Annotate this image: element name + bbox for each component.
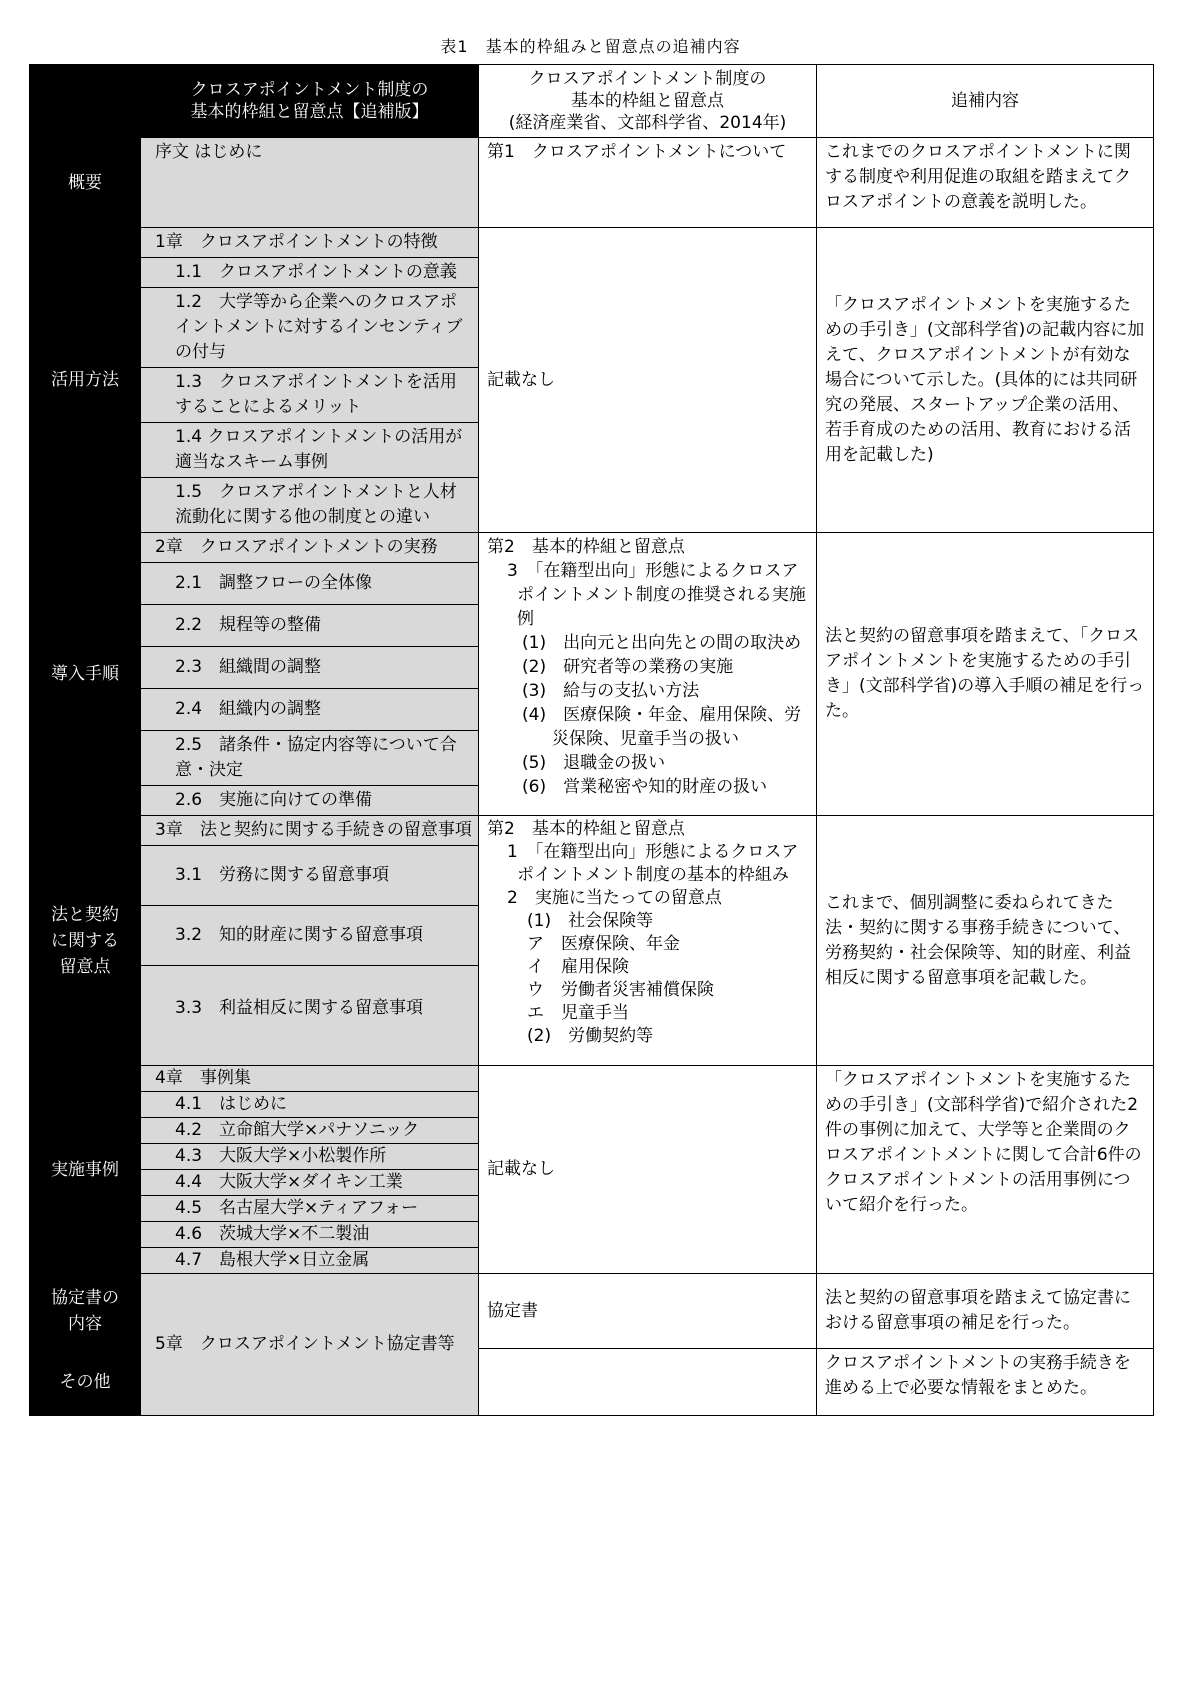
toc-item: 2.5 諸条件・協定内容等について合意・決定 xyxy=(141,731,478,786)
header-row xyxy=(30,65,1154,138)
toc-item: 3.1 労務に関する留意事項 xyxy=(141,846,478,906)
toc-item: 4.1 はじめに xyxy=(141,1092,478,1118)
toc-chapter: 2章 クロスアポイントメントの実務 xyxy=(141,533,478,563)
row-legal xyxy=(30,816,1154,1066)
category-overview: 概要 xyxy=(30,138,141,228)
category-agreement-line1: 協定書の xyxy=(51,1288,119,1308)
original-other xyxy=(479,1349,817,1416)
toc-legal xyxy=(141,816,479,1066)
category-legal-line1: 法と契約 xyxy=(51,904,119,925)
original-line: (2) 労働契約等 xyxy=(527,1026,654,1046)
header-col3-line3: (経済産業省、文部科学省、2014年) xyxy=(508,113,787,133)
original-overview: 第1 クロスアポイントメントについて xyxy=(479,138,817,228)
original-line: エ 児童手当 xyxy=(527,1003,629,1023)
original-line: 第2 基本的枠組と留意点 xyxy=(487,537,685,557)
toc-item: 4.4 大阪大学×ダイキン工業 xyxy=(141,1170,478,1196)
original-agreement: 協定書 xyxy=(479,1274,817,1349)
toc-item: 4.7 島根大学×日立金属 xyxy=(141,1248,478,1273)
row-procedure xyxy=(30,533,1154,816)
original-line: (6) 営業秘密や知的財産の扱い xyxy=(522,777,768,797)
row-cases xyxy=(30,1066,1154,1274)
content-overview: これまでのクロスアポイントメントに関する制度や利用促進の取組を踏まえてクロスアポイントの意義を説明した。 xyxy=(817,138,1154,228)
original-legal xyxy=(479,816,817,1066)
header-col3-line2: 基本的枠組と留意点 xyxy=(571,91,724,111)
toc-item: 4.3 大阪大学×小松製作所 xyxy=(141,1144,478,1170)
toc-item: 2.3 組織間の調整 xyxy=(141,647,478,689)
toc-item: 3.2 知的財産に関する留意事項 xyxy=(141,906,478,966)
header-blank xyxy=(30,65,141,138)
original-line: (4) 医療保険・年金、雇用保険、労災保険、児童手当の扱い xyxy=(522,705,802,749)
category-usage: 活用方法 xyxy=(30,228,141,533)
header-col2-line2: 基本的枠組と留意点【追補版】 xyxy=(190,102,429,122)
supplement-table xyxy=(29,64,1154,1416)
toc-item: 4.6 茨城大学×不二製油 xyxy=(141,1222,478,1248)
toc-item: 1.5 クロスアポイントメントと人材流動化に関する他の制度との違い xyxy=(141,478,478,532)
content-usage: 「クロスアポイントメントを実施するための手引き」(文部科学省)の記載内容に加えて、クロスアポイントメントが有効な場合について示した。(具体的には共同研究の発展、スタートアップ企業の活用、若手育成のための活用、教育における活用を記載した) xyxy=(817,228,1154,533)
category-agreement-line2: 内容 xyxy=(68,1314,102,1334)
header-col3-line1: クロスアポイントメント制度の xyxy=(528,69,767,89)
row-overview xyxy=(30,138,1154,228)
category-legal xyxy=(30,816,141,1066)
category-legal-line2: に関する xyxy=(51,930,119,951)
category-other: その他 xyxy=(30,1349,141,1416)
toc-agreement xyxy=(141,1274,479,1416)
category-agreement xyxy=(30,1274,141,1349)
original-line: 1 「在籍型出向」形態によるクロスアポイントメント制度の基本的枠組み xyxy=(507,842,799,885)
content-cases: 「クロスアポイントメントを実施するための手引き」(文部科学省)で紹介された2件の事例に加えて、大学等と企業間のクロスアポイントメントに関して合計6件のクロスアポイントメントの活用事例について紹介を行った。 xyxy=(817,1066,1154,1274)
toc-item: 1.4 クロスアポイントメントの活用が適当なスキーム事例 xyxy=(141,423,478,478)
toc-overview xyxy=(141,138,479,228)
original-line: (1) 出向元と出向先との間の取決め xyxy=(522,633,802,653)
header-col4: 追補内容 xyxy=(951,91,1019,111)
toc-chapter: 5章 クロスアポイントメント協定書等 xyxy=(155,1334,455,1354)
original-line: (3) 給与の支払い方法 xyxy=(522,681,700,701)
toc-item: 序文 はじめに xyxy=(141,138,478,167)
original-line: 2 実施に当たっての留意点 xyxy=(507,888,722,908)
original-line: イ 雇用保険 xyxy=(527,957,629,977)
row-agreement xyxy=(30,1274,1154,1349)
original-line: 第2 基本的枠組と留意点 xyxy=(487,819,685,839)
toc-item: 1.2 大学等から企業へのクロスアポイントメントに対するインセンティブの付与 xyxy=(141,288,478,368)
content-agreement: 法と契約の留意事項を踏まえて協定書における留意事項の補足を行った。 xyxy=(817,1274,1154,1349)
toc-item: 4.5 名古屋大学×ティアフォー xyxy=(141,1196,478,1222)
toc-item: 2.2 規程等の整備 xyxy=(141,605,478,647)
toc-chapter: 4章 事例集 xyxy=(141,1066,478,1092)
original-line: 3 「在籍型出向」形態によるクロスアポイントメント制度の推奨される実施例 xyxy=(507,561,806,629)
toc-item: 2.4 組織内の調整 xyxy=(141,689,478,731)
toc-cases xyxy=(141,1066,479,1274)
original-line: ア 医療保険、年金 xyxy=(527,934,680,954)
toc-item: 1.1 クロスアポイントメントの意義 xyxy=(141,258,478,288)
original-line: (1) 社会保険等 xyxy=(527,911,654,931)
original-procedure xyxy=(479,533,817,816)
toc-item: 2.1 調整フローの全体像 xyxy=(141,563,478,605)
header-supplement-version xyxy=(141,65,479,138)
toc-usage xyxy=(141,228,479,533)
header-col2-line1: クロスアポイントメント制度の xyxy=(190,80,429,100)
original-line: (5) 退職金の扱い xyxy=(522,753,666,773)
content-legal: これまで、個別調整に委ねられてきた法・契約に関する事務手続きについて、労務契約・社会保険等、知的財産、利益相反に関する留意事項を記載した。 xyxy=(817,816,1154,1066)
original-usage: 記載なし xyxy=(479,228,817,533)
toc-item: 4.2 立命館大学×パナソニック xyxy=(141,1118,478,1144)
content-other: クロスアポイントメントの実務手続きを進める上で必要な情報をまとめた。 xyxy=(817,1349,1154,1416)
content-procedure: 法と契約の留意事項を踏まえて、「クロスアポイントメントを実施するための手引き」(文部科学省)の導入手順の補足を行った。 xyxy=(817,533,1154,816)
original-cases: 記載なし xyxy=(479,1066,817,1274)
table-caption: 表1 基本的枠組みと留意点の追補内容 xyxy=(440,37,741,56)
toc-procedure xyxy=(141,533,479,816)
header-supplement-content xyxy=(817,65,1154,138)
toc-item: 3.3 利益相反に関する留意事項 xyxy=(141,966,478,1051)
original-line: ウ 労働者災害補償保険 xyxy=(527,980,714,1000)
toc-chapter: 3章 法と契約に関する手続きの留意事項 xyxy=(141,816,478,846)
toc-item: 1.3 クロスアポイントメントを活用することによるメリット xyxy=(141,368,478,423)
header-original-version xyxy=(479,65,817,138)
row-usage xyxy=(30,228,1154,533)
toc-item: 2.6 実施に向けての準備 xyxy=(141,786,478,815)
category-legal-line3: 留意点 xyxy=(59,956,111,977)
toc-chapter: 1章 クロスアポイントメントの特徴 xyxy=(141,228,478,258)
original-line: (2) 研究者等の業務の実施 xyxy=(522,657,734,677)
category-procedure: 導入手順 xyxy=(30,533,141,816)
category-cases: 実施事例 xyxy=(30,1066,141,1274)
